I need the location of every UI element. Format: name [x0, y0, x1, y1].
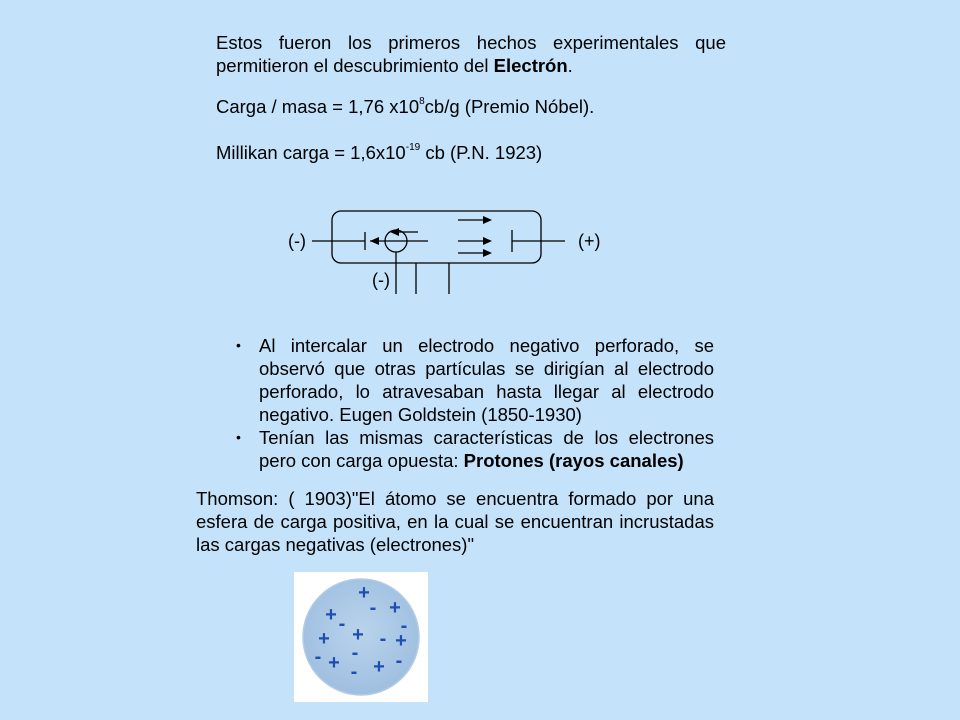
- charge-mass-line: [216, 95, 594, 118]
- positive-charge: +: [373, 656, 385, 678]
- millikan-suffix: cb (P.N. 1923): [420, 142, 543, 163]
- electron-charge: -: [369, 597, 377, 619]
- arrow-head-top: [483, 216, 492, 224]
- bottom-terminal-label: (-): [372, 270, 390, 290]
- millikan-prefix: Millikan carga = 1,6x10: [216, 142, 406, 163]
- finding-text-2: Tenían las mismas características de los electrones pero con carga opuesta:: [259, 427, 714, 471]
- positive-charge: +: [358, 582, 370, 604]
- millikan-line: [216, 141, 542, 164]
- positive-charge: +: [352, 624, 364, 646]
- electron-charge: -: [338, 613, 346, 635]
- arrow-head-mid: [483, 237, 492, 245]
- bullet-marker: •: [236, 337, 241, 353]
- intro-paragraph: [216, 31, 726, 77]
- intro-end: .: [567, 55, 573, 76]
- thomson-paragraph: Thomson: ( 1903)"El átomo se encuentra formado por una esfera de carga positiva, en la cual se encuentran incrustadas las cargas negativas (electrones)": [196, 488, 714, 555]
- plum-pudding-illustration: [294, 572, 428, 702]
- electron-charge: -: [395, 650, 403, 672]
- positive-charge: +: [328, 652, 340, 674]
- positive-charge: +: [395, 630, 407, 652]
- electron-charge: -: [350, 661, 358, 683]
- protones-bold: Protones (rayos canales): [463, 450, 684, 471]
- electron-charge: -: [400, 615, 408, 637]
- thomson-atom-model: [294, 572, 428, 702]
- charge-mass-suffix: cb/g (Premio Nóbel).: [424, 96, 595, 117]
- right-terminal-label: (+): [578, 231, 601, 251]
- arrow-head-low: [483, 249, 492, 257]
- findings-list: [236, 334, 714, 472]
- millikan-exponent: -19: [405, 142, 421, 153]
- finding-text-1: Al intercalar un electrodo negativo perforado, se observó que otras partículas se dirigían al electrodo perforado, lo atravesaban hasta llegar al electrodo negativo. Eugen Goldstein (1850-1930): [259, 335, 714, 425]
- list-item: [236, 426, 714, 472]
- intro-bold-electron: Electrón: [493, 55, 568, 76]
- canal-ray-tube-diagram: [270, 198, 610, 302]
- positive-charge: +: [318, 628, 330, 650]
- arrow-head-back-1: [390, 228, 399, 236]
- bullet-marker: •: [236, 429, 241, 445]
- charge-mass-prefix: Carga / masa = 1,76 x10: [216, 96, 420, 117]
- positive-charge: +: [325, 604, 337, 626]
- electron-charge: -: [351, 642, 359, 664]
- discharge-tube: [332, 211, 541, 263]
- list-item: [236, 334, 714, 426]
- left-terminal-label: (-): [288, 231, 306, 251]
- electron-charge: -: [314, 646, 322, 668]
- positive-charge: +: [389, 597, 401, 619]
- charge-mass-exponent: 8: [419, 96, 425, 107]
- arrow-head-back-2: [370, 237, 379, 245]
- electron-charge: -: [379, 628, 387, 650]
- intro-text: Estos fueron los primeros hechos experimentales que permitieron el descubrimiento del: [216, 32, 726, 76]
